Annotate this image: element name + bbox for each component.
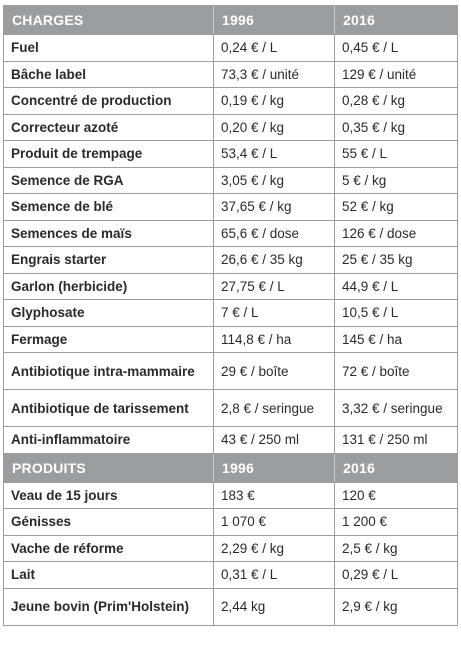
table-row: [4, 353, 458, 390]
item-name-cell: Anti-inflammatoire: [4, 427, 214, 454]
price-2016-cell: 10,5 € / L: [335, 300, 458, 327]
table-row: [4, 427, 458, 454]
table-row: [4, 390, 458, 427]
item-name-cell: Concentré de production: [4, 88, 214, 115]
price-1996-cell: 3,05 € / kg: [214, 167, 335, 194]
table-body: [4, 6, 458, 626]
table-row: [4, 588, 458, 625]
item-name-cell: Semences de maïs: [4, 220, 214, 247]
price-1996-cell: 37,65 € / kg: [214, 194, 335, 221]
table-row: [4, 220, 458, 247]
price-1996-cell: 183 €: [214, 482, 335, 509]
table-row: [4, 482, 458, 509]
price-1996-cell: 29 € / boîte: [214, 353, 335, 390]
price-2016-cell: 129 € / unité: [335, 61, 458, 88]
price-2016-cell: 72 € / boîte: [335, 353, 458, 390]
section-header-year-2016: 2016: [335, 453, 458, 482]
item-name-cell: Vache de réforme: [4, 535, 214, 562]
section-header-label: PRODUITS: [4, 453, 214, 482]
table-row: [4, 141, 458, 168]
table-row: [4, 273, 458, 300]
section-header-row: [4, 6, 458, 35]
price-1996-cell: 0,20 € / kg: [214, 114, 335, 141]
price-2016-cell: 25 € / 35 kg: [335, 247, 458, 274]
item-name-cell: Garlon (herbicide): [4, 273, 214, 300]
table-row: [4, 114, 458, 141]
item-name-cell: Semence de RGA: [4, 167, 214, 194]
price-2016-cell: 55 € / L: [335, 141, 458, 168]
price-2016-cell: 3,32 € / seringue: [335, 390, 458, 427]
item-name-cell: Bâche label: [4, 61, 214, 88]
table-row: [4, 61, 458, 88]
section-header-year-1996: 1996: [214, 6, 335, 35]
table-row: [4, 562, 458, 589]
item-name-cell: Glyphosate: [4, 300, 214, 327]
table-row: [4, 326, 458, 353]
price-2016-cell: 126 € / dose: [335, 220, 458, 247]
table-row: [4, 35, 458, 62]
price-1996-cell: 2,8 € / seringue: [214, 390, 335, 427]
price-1996-cell: 114,8 € / ha: [214, 326, 335, 353]
item-name-cell: Veau de 15 jours: [4, 482, 214, 509]
table-row: [4, 300, 458, 327]
item-name-cell: Semence de blé: [4, 194, 214, 221]
table-row: [4, 194, 458, 221]
item-name-cell: Antibiotique de tarissement: [4, 390, 214, 427]
item-name-cell: Correcteur azoté: [4, 114, 214, 141]
price-1996-cell: 27,75 € / L: [214, 273, 335, 300]
price-2016-cell: 0,28 € / kg: [335, 88, 458, 115]
section-header-label: CHARGES: [4, 6, 214, 35]
item-name-cell: Fuel: [4, 35, 214, 62]
price-1996-cell: 1 070 €: [214, 509, 335, 536]
item-name-cell: Génisses: [4, 509, 214, 536]
price-2016-cell: 2,9 € / kg: [335, 588, 458, 625]
section-header-year-2016: 2016: [335, 6, 458, 35]
price-2016-cell: 131 € / 250 ml: [335, 427, 458, 454]
price-1996-cell: 0,31 € / L: [214, 562, 335, 589]
price-1996-cell: 53,4 € / L: [214, 141, 335, 168]
price-1996-cell: 2,44 kg: [214, 588, 335, 625]
price-1996-cell: 73,3 € / unité: [214, 61, 335, 88]
price-2016-cell: 1 200 €: [335, 509, 458, 536]
item-name-cell: Engrais starter: [4, 247, 214, 274]
price-2016-cell: 0,45 € / L: [335, 35, 458, 62]
price-2016-cell: 5 € / kg: [335, 167, 458, 194]
price-1996-cell: 7 € / L: [214, 300, 335, 327]
price-2016-cell: 0,35 € / kg: [335, 114, 458, 141]
price-1996-cell: 0,24 € / L: [214, 35, 335, 62]
price-1996-cell: 0,19 € / kg: [214, 88, 335, 115]
price-2016-cell: 120 €: [335, 482, 458, 509]
item-name-cell: Fermage: [4, 326, 214, 353]
price-1996-cell: 26,6 € / 35 kg: [214, 247, 335, 274]
price-2016-cell: 44,9 € / L: [335, 273, 458, 300]
price-1996-cell: 43 € / 250 ml: [214, 427, 335, 454]
item-name-cell: Antibiotique intra-mammaire: [4, 353, 214, 390]
price-1996-cell: 65,6 € / dose: [214, 220, 335, 247]
section-header-row: [4, 453, 458, 482]
price-1996-cell: 2,29 € / kg: [214, 535, 335, 562]
price-2016-cell: 2,5 € / kg: [335, 535, 458, 562]
section-header-year-1996: 1996: [214, 453, 335, 482]
table-row: [4, 167, 458, 194]
price-2016-cell: 52 € / kg: [335, 194, 458, 221]
table-row: [4, 535, 458, 562]
item-name-cell: Produit de trempage: [4, 141, 214, 168]
table-row: [4, 509, 458, 536]
item-name-cell: Lait: [4, 562, 214, 589]
price-2016-cell: 145 € / ha: [335, 326, 458, 353]
price-comparison-table: [3, 5, 458, 626]
item-name-cell: Jeune bovin (Prim'Holstein): [4, 588, 214, 625]
price-2016-cell: 0,29 € / L: [335, 562, 458, 589]
table-row: [4, 247, 458, 274]
table-row: [4, 88, 458, 115]
